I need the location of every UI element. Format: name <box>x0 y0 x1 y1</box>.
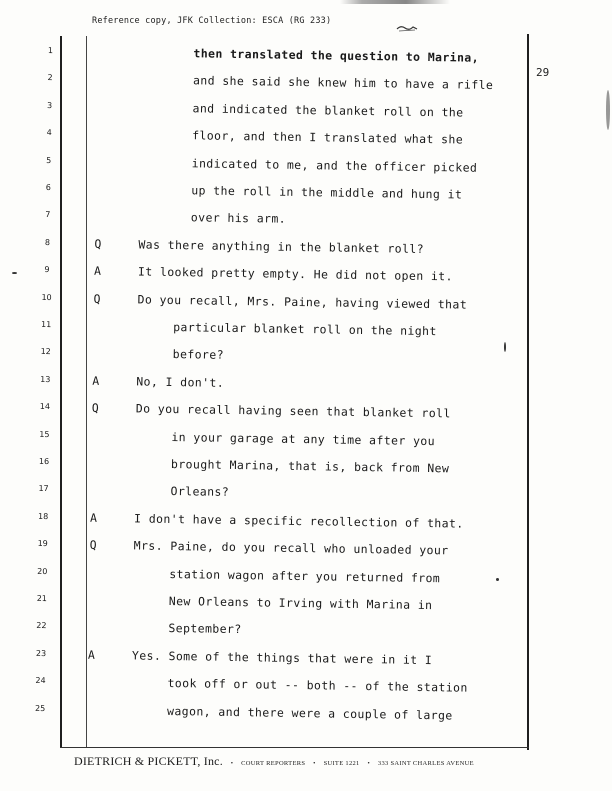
transcript-line <box>3 208 533 232</box>
transcript-line <box>0 619 526 643</box>
line-number: 4 <box>46 128 52 138</box>
transcript-line <box>3 180 533 204</box>
line-text: indicated to me, and the officer picked <box>191 155 478 175</box>
court-reporters-label: COURT REPORTERS <box>241 760 306 767</box>
line-text: Yes. Some of the things that were in it I <box>131 648 433 667</box>
scan-speck <box>12 272 17 274</box>
line-number: 11 <box>40 319 52 330</box>
transcript-line <box>4 153 534 177</box>
line-text: floor, and then I translated what she <box>192 128 464 147</box>
line-text: Orleans? <box>170 484 230 500</box>
scan-speck <box>504 342 506 352</box>
line-number: 8 <box>44 237 51 247</box>
line-number: 24 <box>35 676 46 686</box>
line-text: Mrs. Paine, do you recall who unloaded your <box>133 538 449 558</box>
speaker-label: Q <box>91 400 99 416</box>
line-text: It looked pretty empty. He did not open it. <box>137 264 453 284</box>
transcript-line <box>4 126 534 150</box>
line-text: over his arm. <box>190 210 287 227</box>
line-text: Was there anything in the blanket roll? <box>138 237 425 256</box>
line-number: 15 <box>39 429 50 439</box>
line-number: 23 <box>35 648 47 658</box>
transcript-line <box>0 564 527 588</box>
scan-edge <box>606 90 610 130</box>
transcript-line <box>2 262 532 286</box>
line-number: 22 <box>36 621 47 631</box>
line-text: wagon, and there were a couple of large <box>166 703 453 723</box>
speaker-label: A <box>92 373 100 388</box>
line-number: 14 <box>39 402 51 412</box>
firm-name: DIETRICH & PICKETT, Inc. <box>74 754 223 768</box>
transcript-line <box>1 317 531 341</box>
line-number: 5 <box>46 155 52 165</box>
transcript-line <box>0 509 528 533</box>
line-number: 18 <box>37 511 49 521</box>
page-number: 29 <box>536 66 550 79</box>
line-number: 13 <box>40 374 51 384</box>
transcript-line <box>5 43 535 67</box>
line-text: Do you recall, Mrs. Paine, having viewed that <box>137 292 468 312</box>
line-number: 3 <box>46 100 53 110</box>
line-number: 2 <box>47 73 53 83</box>
transcript-line <box>0 454 529 478</box>
transcript-line <box>2 235 532 259</box>
line-text: up the roll in the middle and hung it <box>191 183 463 202</box>
transcript-line <box>0 673 526 697</box>
line-number: 21 <box>36 593 48 604</box>
address-label: 333 SAINT CHARLES AVENUE <box>377 760 474 767</box>
speaker-label: Q <box>89 537 97 553</box>
line-text: then translated the question to Marina, <box>193 46 480 65</box>
speaker-label: Q <box>94 236 102 251</box>
line-text: station wagon after you returned from <box>169 566 441 585</box>
line-number: 12 <box>40 347 51 357</box>
line-number: 19 <box>37 539 48 549</box>
line-number: 25 <box>34 703 46 713</box>
line-text: No, I don't. <box>136 374 225 390</box>
line-text: September? <box>168 621 242 637</box>
line-number: 17 <box>38 484 49 494</box>
transcript-line <box>1 345 531 369</box>
line-text: New Orleans to Irving with Marina in <box>168 593 433 613</box>
speaker-label: A <box>90 510 98 525</box>
line-text: and indicated the blanket roll on the <box>192 101 464 120</box>
line-text: took off or out -- both -- of the station <box>167 676 468 695</box>
speaker-label: A <box>87 647 96 662</box>
line-number: 6 <box>45 182 51 193</box>
suite-label: SUITE 1221 <box>323 760 360 767</box>
line-text: in your garage at any time after you <box>171 429 436 448</box>
line-number: 10 <box>41 292 52 302</box>
transcript-line <box>0 372 530 396</box>
speaker-label: Q <box>93 291 101 306</box>
transcript-line <box>0 646 526 670</box>
transcript-line <box>1 290 531 314</box>
speaker-label: A <box>93 263 102 279</box>
reference-header: Reference copy, JFK Collection: ESCA (RG 233) <box>92 16 332 26</box>
transcript-line <box>4 98 534 122</box>
footer: DIETRICH & PICKETT, Inc. • COURT REPORTERS • SUITE 1221 • 333 SAINT CHARLES AVENUE <box>74 754 474 768</box>
line-number: 1 <box>47 45 54 56</box>
transcript-line <box>0 701 525 725</box>
transcript-line <box>0 536 528 560</box>
scan-speck <box>496 578 499 581</box>
line-number: 16 <box>38 456 50 467</box>
transcript-line <box>0 591 527 615</box>
line-text: brought Marina, that is, back from New <box>170 456 450 476</box>
line-text: before? <box>172 347 225 363</box>
transcript-line <box>5 71 535 95</box>
line-text: particular blanket roll on the night <box>173 319 437 339</box>
line-text: I don't have a specific recollection of that. <box>134 511 464 531</box>
transcript-line <box>0 399 530 423</box>
line-number: 7 <box>45 210 51 220</box>
transcript-line <box>0 427 529 451</box>
line-text: and she said she knew him to have a rifle <box>192 73 494 93</box>
line-text: Do you recall having seen that blanket roll <box>135 401 451 421</box>
line-number: 20 <box>37 566 48 576</box>
line-number: 9 <box>44 265 50 275</box>
transcript-line <box>0 482 529 506</box>
